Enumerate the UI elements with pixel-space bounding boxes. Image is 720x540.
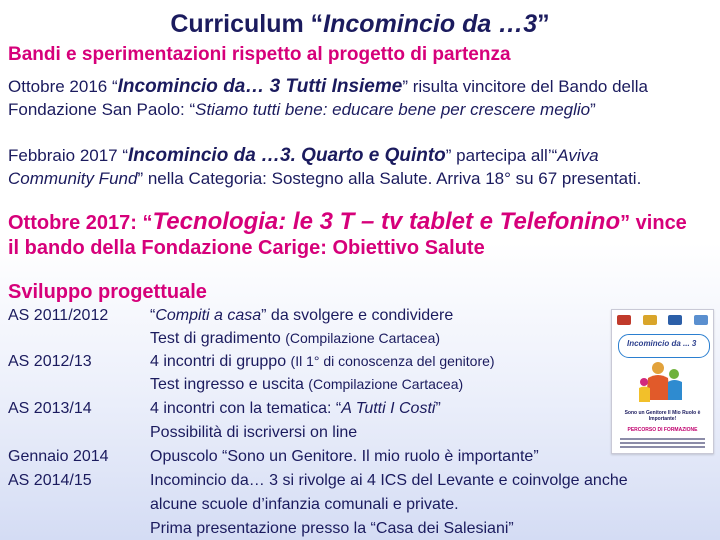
paragraph-ottobre-2017: Ottobre 2017: “Tecnologia: le 3 T – tv tablet e Telefonino” vince: [8, 208, 687, 235]
brochure-cover-image: [611, 309, 714, 454]
section-heading-sviluppo: Sviluppo progettuale: [8, 281, 207, 303]
paragraph-ottobre-2016-line2: Fondazione San Paolo: “Stiamo tutti bene: educare bene per crescere meglio”: [8, 100, 596, 119]
paragraph-febbraio-2017-line2: Community Fund” nella Categoria: Sostegno alla Salute. Arriva 18° su 67 presentati.: [8, 169, 642, 188]
row-text: Test ingresso e uscita (Compilazione Cartacea): [150, 376, 464, 393]
row-text: 4 incontri con la tematica: “A Tutti I Costi”: [150, 400, 441, 417]
row-text: Incomincio da… 3 si rivolge ai 4 ICS del Levante e coinvolge anche: [150, 472, 628, 489]
row-year: AS 2011/2012: [8, 307, 109, 324]
row-year: AS 2014/15: [8, 472, 92, 489]
row-text: Possibilità di iscriversi on line: [150, 424, 358, 441]
logo-icon: [694, 315, 708, 325]
page-title: Curriculum “Incomincio da …3”: [170, 10, 550, 38]
row-text: “Compiti a casa” da svolgere e condividere: [150, 307, 454, 324]
paragraph-ottobre-2016: Ottobre 2016 “Incomincio da… 3 Tutti Insieme” risulta vincitore del Bando della: [8, 76, 649, 97]
section-heading-bandi: Bandi e sperimentazioni rispetto al progetto di partenza: [8, 44, 511, 65]
brochure-caption: Sono un Genitore Il Mio Ruolo è Importante!: [624, 410, 701, 422]
row-year: Gennaio 2014: [8, 448, 109, 465]
row-text: Opuscolo “Sono un Genitore. Il mio ruolo è importante”: [150, 448, 539, 465]
logo-icon: [617, 315, 631, 325]
brochure-fine-print: [620, 438, 705, 450]
logo-icon: [668, 315, 682, 325]
row-text: 4 incontri di gruppo (Il 1° di conoscenza del genitore): [150, 353, 495, 370]
row-text: Test di gradimento (Compilazione Cartacea): [150, 330, 441, 347]
paragraph-ottobre-2017-line2: il bando della Fondazione Carige: Obiettivo Salute: [8, 237, 485, 259]
row-text: alcune scuole d’infanzia comunali e private.: [150, 496, 459, 513]
brochure-title: Incomincio da ... 3: [618, 334, 710, 358]
row-year: AS 2013/14: [8, 400, 92, 417]
brochure-subtitle: PERCORSO DI FORMAZIONE: [627, 427, 698, 433]
sponsor-logos: [617, 314, 708, 326]
parent-figure-icon: [636, 360, 690, 408]
row-year: AS 2012/13: [8, 353, 92, 370]
logo-icon: [643, 315, 657, 325]
paragraph-febbraio-2017: Febbraio 2017 “Incomincio da …3. Quarto e Quinto” partecipa all’“Aviva: [8, 145, 599, 166]
row-text: Prima presentazione presso la “Casa dei Salesiani”: [150, 520, 514, 537]
